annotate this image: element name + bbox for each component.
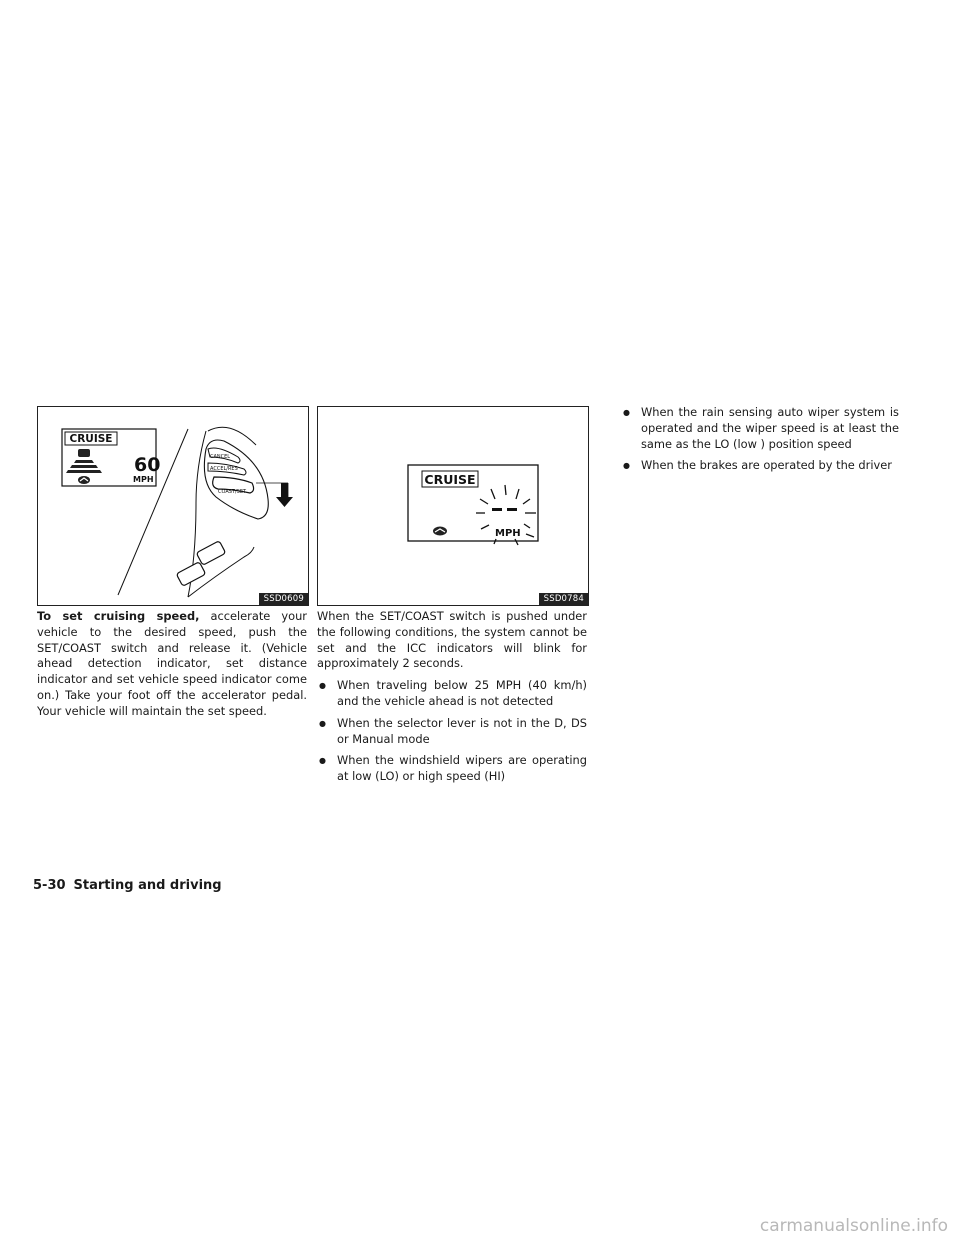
- page-footer: [33, 878, 222, 893]
- accel-res-switch-label: ACCEL/RES: [210, 466, 238, 472]
- figure1-speed-unit: MPH: [133, 475, 154, 484]
- text-column-3: [621, 405, 899, 480]
- own-vehicle-icon: [78, 476, 90, 484]
- figure1-code: SSD0609: [259, 593, 308, 605]
- section-title: Starting and driving: [73, 878, 222, 893]
- conditions-intro: When the SET/COAST switch is pushed under the following conditions, the system cannot be set and the ICC indicators will blink for approximately 2 seconds.: [317, 609, 587, 671]
- conditions-list-continued: [621, 405, 899, 474]
- figure1-cruise-label: CRUISE: [69, 433, 113, 445]
- list-item: ● When the windshield wipers are operating at low (LO) or high speed (HI): [317, 753, 587, 785]
- figure-blinking-display-illustration: [318, 407, 588, 605]
- cancel-switch-label: CANCEL: [210, 454, 231, 460]
- list-item: ● When the selector lever is not in the D, DS or Manual mode: [317, 716, 587, 748]
- page-number: 5-30: [33, 878, 66, 893]
- coast-set-switch-label: COAST/SET: [218, 489, 247, 495]
- arrow-down-icon: [276, 483, 293, 507]
- text-column-1: [37, 609, 307, 726]
- figure-blinking-display: [317, 406, 589, 606]
- figure-cruise-switch: [37, 406, 309, 606]
- watermark: carmanualsonline.info: [759, 1216, 948, 1236]
- list-item: ● When the brakes are operated by the driver: [621, 458, 899, 474]
- set-speed-paragraph: [37, 609, 307, 720]
- vehicle-ahead-icon: [66, 449, 102, 473]
- own-vehicle-icon: [433, 527, 447, 536]
- figure-cruise-switch-illustration: [38, 407, 308, 605]
- set-speed-lead: To set cruising speed,: [37, 609, 200, 623]
- set-speed-body: accelerate your vehicle to the desired speed, push the SET/COAST switch and release it. (Vehicle ahead detection indicator, set distance indicator and set vehicle speed indicator come on.) Take your foot off the accelerator pedal. Your vehicle will maintain the set speed.: [37, 609, 307, 718]
- list-item: ● When the rain sensing auto wiper system is operated and the wiper speed is at least the same as the LO (low ) position speed: [621, 405, 899, 452]
- figure2-speed-unit: MPH: [495, 528, 521, 539]
- list-item: ● When traveling below 25 MPH (40 km/h) and the vehicle ahead is not detected: [317, 678, 587, 710]
- figure2-code: SSD0784: [539, 593, 588, 605]
- figure2-cruise-label: CRUISE: [424, 472, 476, 487]
- figure1-speed-value: 60: [134, 454, 161, 476]
- conditions-list: [317, 678, 587, 785]
- text-column-2: [317, 609, 587, 791]
